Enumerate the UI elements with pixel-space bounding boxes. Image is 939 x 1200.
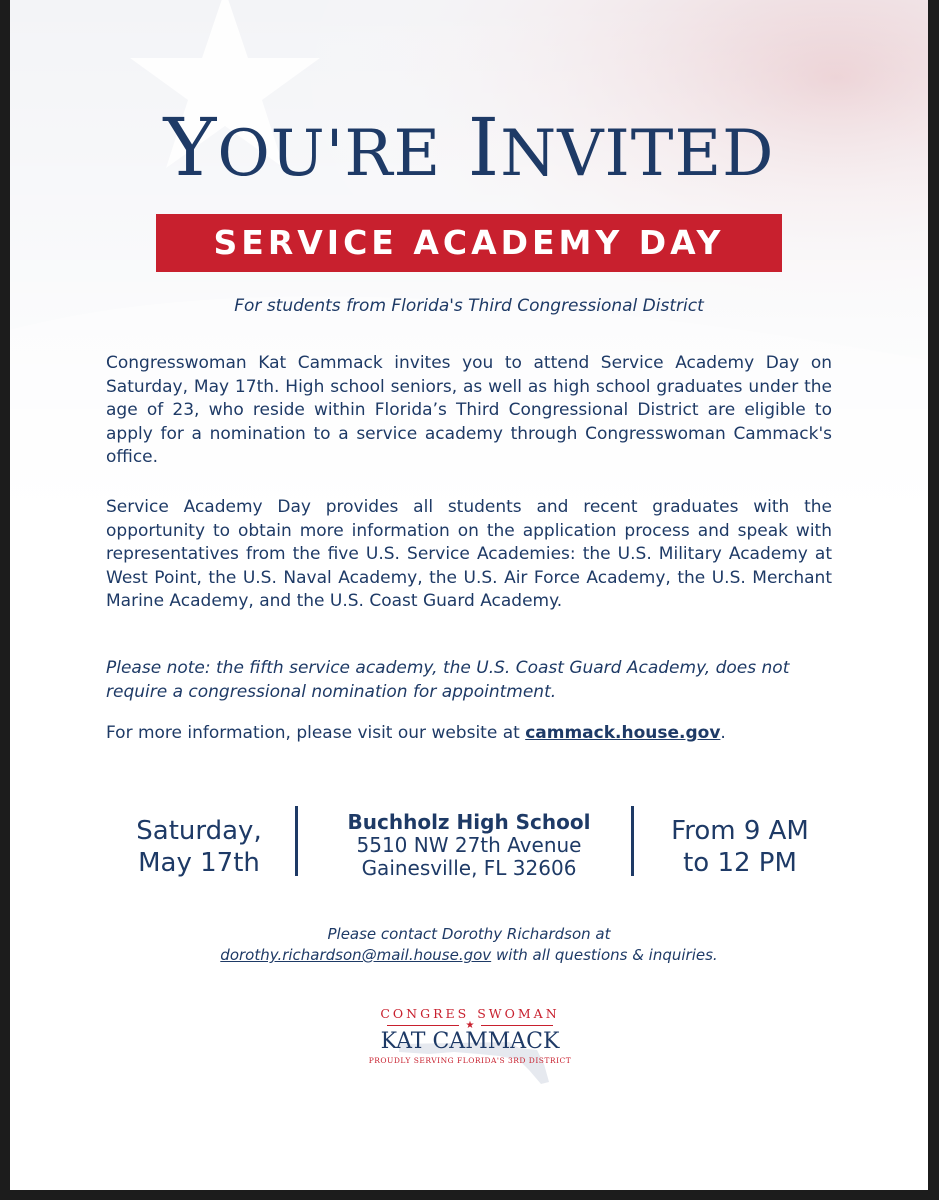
subtitle: For students from Florida's Third Congressional District — [234, 296, 704, 316]
event-time — [640, 808, 840, 887]
contact-info — [10, 924, 928, 966]
date-line-2: May 17th — [138, 848, 260, 878]
more-info-text: For more information, please visit our website at — [106, 723, 526, 743]
details-paragraph: Service Academy Day provides all students and recent graduates with the opportunity to obtain more information on the application process and speak with representatives from the five U.S. Service Academies: the U.S. Military Academy at West Point, the U.S. Naval Academy, the U.S. Air Force Academy, the U.S. Merchant Marine Academy, and the U.S. Coast Guard Academy. — [106, 497, 832, 611]
contact-line-2-text: with all questions & inquiries. — [491, 946, 718, 964]
logo-tagline: PROUDLY SERVING FLORIDA'S 3RD DISTRICT — [368, 1056, 572, 1065]
contact-email-link[interactable]: dorothy.richardson@mail.house.gov — [220, 946, 492, 964]
website-link[interactable]: cammack.house.gov — [525, 723, 721, 743]
venue-city: Gainesville, FL 32606 — [361, 856, 577, 880]
more-info-suffix: . — [720, 723, 726, 743]
venue-street: 5510 NW 27th Avenue — [356, 833, 582, 857]
time-line-2: to 12 PM — [683, 848, 797, 878]
more-info-paragraph — [106, 722, 832, 746]
logo-name: KAT CAMMACK — [380, 1029, 560, 1054]
divider-left — [295, 806, 298, 876]
note-paragraph: Please note: the fifth service academy, the U.S. Coast Guard Academy, does not require a congressional nomination for appointment. — [106, 658, 790, 702]
cammack-logo — [359, 1004, 581, 1084]
flyer-page — [10, 0, 928, 1190]
contact-line-2 — [10, 945, 928, 966]
venue-name: Buchholz High School — [347, 810, 591, 834]
intro-paragraph: Congresswoman Kat Cammack invites you to attend Service Academy Day on Saturday, May 17th. High school seniors, as well as high school graduates under the age of 23, who reside within Florida’s Third Congressional District are eligible to apply for a nomination to a service academy through Congresswoman Cammack's office. — [106, 353, 832, 467]
event-venue — [304, 808, 634, 883]
date-line-1: Saturday, — [136, 816, 262, 846]
logo-rule-right — [481, 1025, 553, 1026]
divider-right — [631, 806, 634, 876]
event-title-banner: SERVICE ACADEMY DAY — [156, 214, 782, 272]
event-date — [106, 808, 292, 887]
contact-line-1: Please contact Dorothy Richardson at — [327, 925, 611, 943]
logo-star-icon: ★ — [465, 1020, 475, 1031]
logo-rule-left — [387, 1025, 459, 1026]
invitation-heading: YOU'RE INVITED — [163, 101, 775, 194]
logo-title: CONGRES SWOMAN — [380, 1006, 560, 1021]
time-line-1: From 9 AM — [671, 816, 809, 846]
